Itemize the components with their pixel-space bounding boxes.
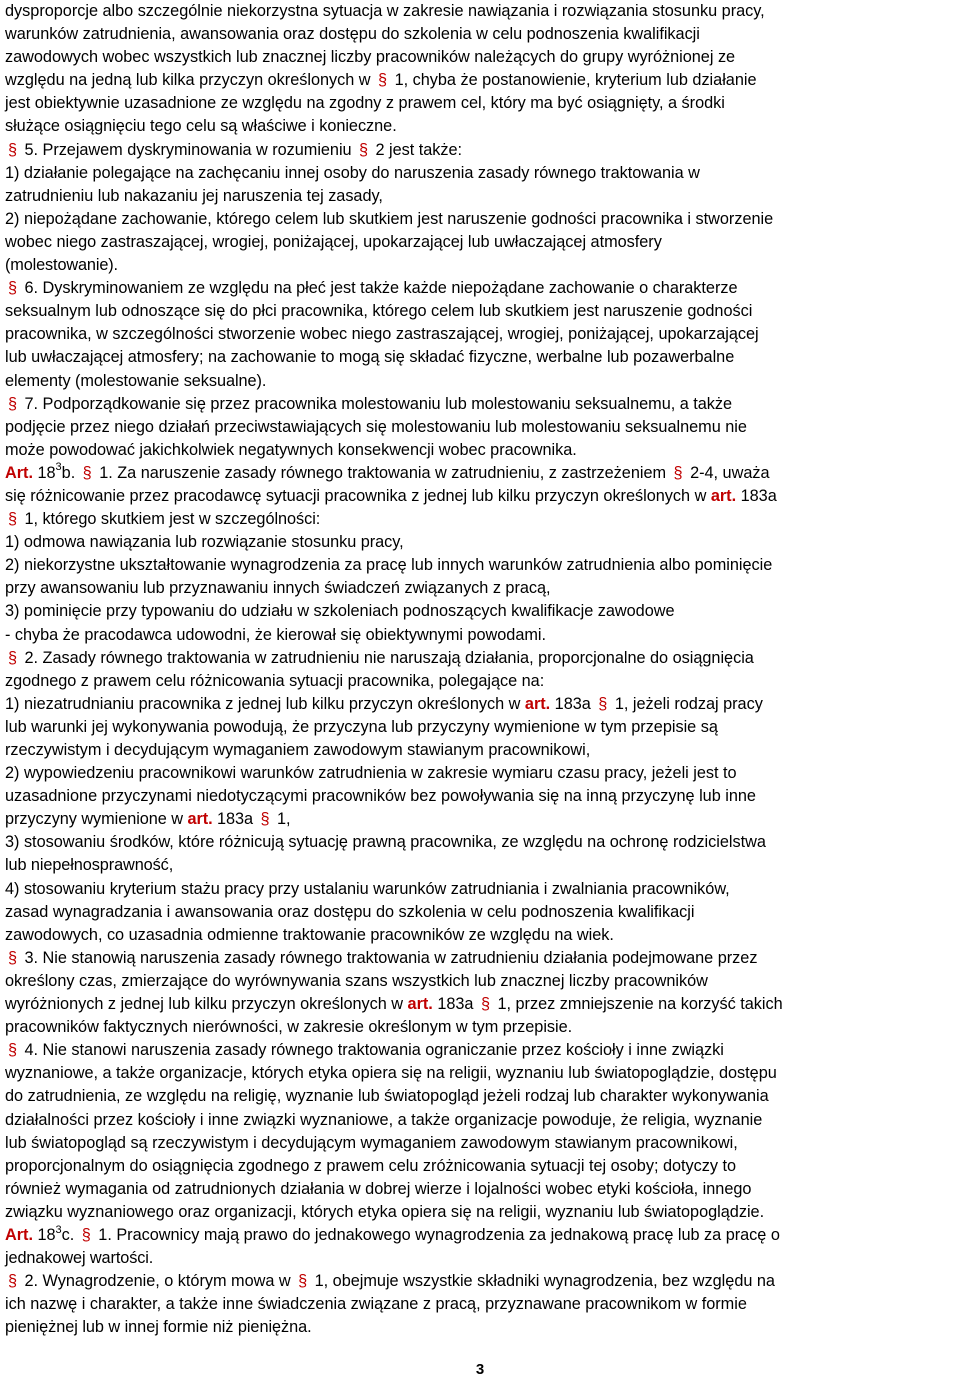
- text-run: względu na jedną lub kilka przyczyn określonych w: [5, 71, 376, 90]
- text-line: [5, 254, 957, 277]
- text-run: podjęcie przez niego działań przeciwstawiających się molestowaniu lub molestowaniu seksualnemu nie: [5, 417, 747, 436]
- text-run: 2) niepożądane zachowanie, którego celem lub skutkiem jest naruszenie godności pracownika i stworzenie: [5, 209, 774, 228]
- text-line: [5, 46, 957, 69]
- text-line: [5, 1039, 957, 1062]
- text-run: 1) niezatrudnianiu pracownika z jednej lub kilku przyczyn określonych w: [5, 694, 525, 713]
- text-run: (molestowanie).: [5, 256, 118, 275]
- paragraph-sign-icon: §: [82, 463, 92, 482]
- text-line: [5, 393, 957, 416]
- text-run: zatrudnieniu lub nakazaniu jej naruszenia tej zasady,: [5, 186, 383, 205]
- text-line: [5, 485, 957, 508]
- text-run: wyróżnionych z jednej lub kilku przyczyn określonych w: [5, 995, 408, 1014]
- text-run: jest obiektywnie uzasadnione ze względu na zgodny z prawem cel, który ma być osiągnięty, a środki: [5, 94, 725, 113]
- text-line: [5, 600, 957, 623]
- text-line: [5, 69, 957, 92]
- text-line: [5, 739, 957, 762]
- text-line: [5, 277, 957, 300]
- text-line: [5, 878, 957, 901]
- text-line: [5, 1224, 957, 1247]
- text-run: dysproporcje albo szczególnie niekorzystna sytuacja w zakresie nawiązania i rozwiązania stosunku pracy,: [5, 2, 765, 20]
- text-run: 7. Podporządkowanie się przez pracownika molestowaniu lub molestowaniu seksualnemu, a także: [20, 394, 733, 413]
- text-run: 1. Za naruszenie zasady równego traktowania w zatrudnieniu, z zastrzeżeniem: [94, 463, 671, 482]
- text-line: [5, 323, 957, 346]
- text-line: [5, 970, 957, 993]
- text-line: [5, 185, 957, 208]
- paragraph-sign-icon: §: [7, 140, 18, 159]
- paragraph-sign-icon: §: [378, 71, 388, 90]
- document-body: [5, 0, 957, 1339]
- text-line: [5, 23, 957, 46]
- text-run: 1,: [272, 810, 291, 829]
- text-line: [5, 0, 957, 23]
- text-run: może powodować jakichkolwiek negatywnych konsekwencji wobec pracownika.: [5, 440, 577, 459]
- article-link[interactable]: art.: [710, 486, 737, 505]
- text-run: 3) stosowaniu środków, które różnicują sytuację prawną pracownika, ze względu na ochronę rodzicielstwa: [5, 833, 766, 852]
- text-run: elementy (molestowanie seksualne).: [5, 371, 267, 390]
- text-run: 2) wypowiedzeniu pracownikowi warunków zatrudnienia w zakresie wymiaru czasu pracy, jeżeli jest to: [5, 764, 737, 783]
- page-number: 3: [475, 1361, 485, 1378]
- text-line: [5, 577, 957, 600]
- paragraph-sign-icon: §: [260, 810, 270, 829]
- text-run: określony czas, zmierzające do wyrównywania szans wszystkich lub znacznej liczby pracowników: [5, 971, 708, 990]
- text-run: 183a: [736, 486, 777, 505]
- text-run: 6. Dyskryminowaniem ze względu na płeć jest także każde niepożądane zachowanie o charakterze: [20, 279, 738, 298]
- text-run: lub światopogląd są rzeczywistym i decydującym wymaganiem zawodowym stawianym pracownikowi,: [5, 1133, 738, 1152]
- text-run: 5. Przejawem dyskryminowania w rozumieniu: [20, 140, 357, 159]
- paragraph-sign-icon: §: [7, 279, 18, 298]
- text-run: przy awansowaniu lub przyznawaniu innych świadczeń związanych z pracą,: [5, 579, 551, 598]
- text-run: 2-4, uważa: [685, 463, 770, 482]
- text-line: [5, 462, 957, 485]
- text-run: lub warunki jej wykonywania powodują, że przyczyna lub przyczyny wymienione w tym przepisie są: [5, 717, 718, 736]
- paragraph-sign-icon: §: [480, 995, 490, 1014]
- text-run: 1, którego skutkiem jest w szczególności:: [20, 510, 321, 529]
- text-line: [5, 115, 957, 138]
- text-line: [5, 1178, 957, 1201]
- text-run: seksualnym lub odnoszące się do płci pracownika, którego celem lub skutkiem jest naruszenie godności: [5, 302, 753, 321]
- paragraph-sign-icon: §: [7, 510, 17, 529]
- text-line: [5, 1016, 957, 1039]
- text-line: [5, 854, 957, 877]
- text-line: [5, 808, 957, 831]
- text-line: [5, 1293, 957, 1316]
- text-line: [5, 439, 957, 462]
- text-run: się różnicowanie przez pracodawcę sytuacji pracownika z jednej lub kilku przyczyn określonych w: [5, 486, 711, 505]
- text-run: przyczyny wymienione w: [5, 810, 188, 829]
- text-line: [5, 1062, 957, 1085]
- text-run: 1) odmowa nawiązania lub rozwiązanie stosunku pracy,: [5, 533, 404, 552]
- text-run: wobec niego zastraszającej, wrogiej, poniżającej, upokarzającej lub uwłaczającej atmosfery: [5, 232, 662, 251]
- text-line: [5, 762, 957, 785]
- text-run: zgodnego z prawem celu różnicowania sytuacji pracownika, polegające na:: [5, 671, 545, 690]
- text-line: [5, 92, 957, 115]
- text-line: [5, 1155, 957, 1178]
- text-line: [5, 670, 957, 693]
- text-run: 1, obejmuje wszystkie składniki wynagrodzenia, bez względu na: [310, 1272, 775, 1291]
- text-line: [5, 346, 957, 369]
- paragraph-sign-icon: §: [7, 948, 18, 967]
- paragraph-sign-icon: §: [7, 648, 18, 667]
- text-run: działalności przez kościoły i inne związki wyznaniowe, a także organizacje powoduje, że religia, wyznanie: [5, 1110, 763, 1129]
- paragraph-sign-icon: §: [7, 394, 18, 413]
- text-line: [5, 1247, 957, 1270]
- text-line: [5, 1270, 957, 1293]
- text-run: 3. Nie stanowią naruszenia zasady równego traktowania w zatrudnieniu działania podejmowane przez: [20, 948, 758, 967]
- text-run: c.: [61, 1225, 79, 1244]
- paragraph-sign-icon: §: [298, 1272, 308, 1291]
- text-line: [5, 1201, 957, 1224]
- text-run: jednakowej wartości.: [5, 1249, 154, 1268]
- text-run: b.: [61, 463, 80, 482]
- text-run: 183a: [432, 995, 478, 1014]
- text-run: związku wyznaniowego oraz organizacji, których etyka opiera się na religii, wyznaniu lub światopoglądzie.: [5, 1202, 765, 1221]
- text-line: [5, 508, 957, 531]
- text-run: 18: [32, 463, 56, 482]
- text-run: 183a: [212, 810, 258, 829]
- article-link[interactable]: Art.: [5, 1225, 33, 1244]
- text-run: służące osiągnięciu tego celu są właściwe i konieczne.: [5, 117, 397, 136]
- text-line: [5, 1316, 957, 1339]
- text-run: 2 jest także:: [371, 140, 462, 159]
- text-run: - chyba że pracodawca udowodni, że kierował się obiektywnymi powodami.: [5, 625, 546, 644]
- text-line: [5, 947, 957, 970]
- text-run: 1, chyba że postanowienie, kryterium lub działanie: [390, 71, 757, 90]
- text-run: uzasadnione przyczynami niedotyczącymi pracowników bez powoływania się na inną przyczynę lub inne: [5, 787, 756, 806]
- text-run: zawodowych wobec wszystkich lub znacznej liczby pracowników należących do grupy wyróżnionej ze: [5, 48, 736, 67]
- text-run: zasad wynagradzania i awansowania oraz dostępu do szkolenia w celu podnoszenia kwalifikacji: [5, 902, 695, 921]
- text-line: [5, 785, 957, 808]
- paragraph-sign-icon: §: [81, 1225, 91, 1244]
- text-line: [5, 139, 957, 162]
- text-run: pracowników faktycznych nierówności, w zakresie określonym w tym przepisie.: [5, 1018, 573, 1037]
- text-run: 1. Pracownicy mają prawo do jednakowego wynagrodzenia za jednakową pracę lub za pracę o: [93, 1225, 780, 1244]
- text-line: [5, 208, 957, 231]
- text-run: 1, przez zmniejszenie na korzyść takich: [492, 995, 783, 1014]
- text-line: [5, 1085, 957, 1108]
- text-run: 1, jeżeli rodzaj pracy: [610, 694, 763, 713]
- text-run: również wymagania od zatrudnionych działania w dobrej wierze i lojalności wobec etyki kościoła, innego: [5, 1179, 752, 1198]
- text-run: ich nazwę i charakter, a także inne świadczenia związane z pracą, przyznawane pracownikom w formie: [5, 1295, 747, 1314]
- text-run: 3) pominięcie przy typowaniu do udziału w szkoleniach podnoszących kwalifikacje zawodowe: [5, 602, 675, 621]
- text-run: zawodowych, co uzasadnia odmienne traktowanie pracowników ze względu na wiek.: [5, 925, 614, 944]
- article-link[interactable]: Art.: [5, 463, 33, 482]
- text-run: lub niepełnosprawność,: [5, 856, 174, 875]
- text-line: [5, 993, 957, 1016]
- text-run: proporcjonalnym do osiągnięcia zgodnego z prawem celu zróżnicowania sytuacji tej osoby; dotyczy to: [5, 1156, 737, 1175]
- text-line: [5, 901, 957, 924]
- text-line: [5, 416, 957, 439]
- paragraph-sign-icon: §: [598, 694, 608, 713]
- superscript: 3: [55, 461, 62, 474]
- text-run: 183a: [550, 694, 596, 713]
- text-run: 4. Nie stanowi naruszenia zasady równego traktowania ograniczanie przez kościoły i inne związki: [20, 1041, 724, 1060]
- paragraph-sign-icon: §: [673, 463, 683, 482]
- article-link[interactable]: art.: [187, 810, 213, 829]
- text-run: 2. Wynagrodzenie, o którym mowa w: [20, 1272, 296, 1291]
- article-link[interactable]: art.: [407, 995, 433, 1014]
- superscript: 3: [55, 1223, 62, 1236]
- text-run: rzeczywistym i decydującym wymaganiem zawodowym stawianym pracownikowi,: [5, 741, 591, 759]
- text-run: 2. Zasady równego traktowania w zatrudnieniu nie naruszają działania, proporcjonalne do osiągnięcia: [20, 648, 754, 667]
- text-run: 4) stosowaniu kryterium stażu pracy przy ustalaniu warunków zatrudniania i zwalniania pracowników,: [5, 879, 730, 898]
- text-line: [5, 531, 957, 554]
- text-run: wyznaniowe, a także organizacje, których etyka opiera się na religii, wyznaniu lub światopoglądzie, dostępu: [5, 1064, 777, 1083]
- article-link[interactable]: art.: [524, 694, 551, 713]
- text-run: do zatrudnienia, ze względu na religię, wyznanie lub światopogląd jeżeli rodzaj lub charakter wykonywania: [5, 1087, 769, 1106]
- text-line: [5, 162, 957, 185]
- text-line: [5, 370, 957, 393]
- text-run: 18: [32, 1225, 56, 1244]
- text-run: 1) działanie polegające na zachęcaniu innej osoby do naruszenia zasady równego traktowania w: [5, 163, 700, 182]
- text-run: 2) niekorzystne ukształtowanie wynagrodzenia za pracę lub innych warunków zatrudnienia albo pominięcie: [5, 556, 773, 575]
- text-run: lub uwłaczającej atmosfery; na zachowanie to mogą się składać fizyczne, werbalne lub pozawerbalne: [5, 348, 735, 367]
- text-run: warunków zatrudnienia, awansowania oraz dostępu do szkolenia w celu podnoszenia kwalifikacji: [5, 25, 700, 44]
- paragraph-sign-icon: §: [7, 1041, 18, 1060]
- text-run: pracownika, w szczególności stworzenie wobec niego zastraszającej, wrogiej, poniżającej, upokarzającej: [5, 325, 759, 344]
- text-line: [5, 1109, 957, 1132]
- text-line: [5, 231, 957, 254]
- paragraph-sign-icon: §: [7, 1272, 18, 1291]
- text-line: [5, 554, 957, 577]
- paragraph-sign-icon: §: [359, 140, 369, 159]
- text-line: [5, 647, 957, 670]
- text-line: [5, 300, 957, 323]
- text-run: pieniężnej lub w innej formie niż pieniężna.: [5, 1318, 312, 1337]
- text-line: [5, 716, 957, 739]
- text-line: [5, 624, 957, 647]
- text-line: [5, 693, 957, 716]
- text-line: [5, 924, 957, 947]
- text-line: [5, 1132, 957, 1155]
- text-line: [5, 831, 957, 854]
